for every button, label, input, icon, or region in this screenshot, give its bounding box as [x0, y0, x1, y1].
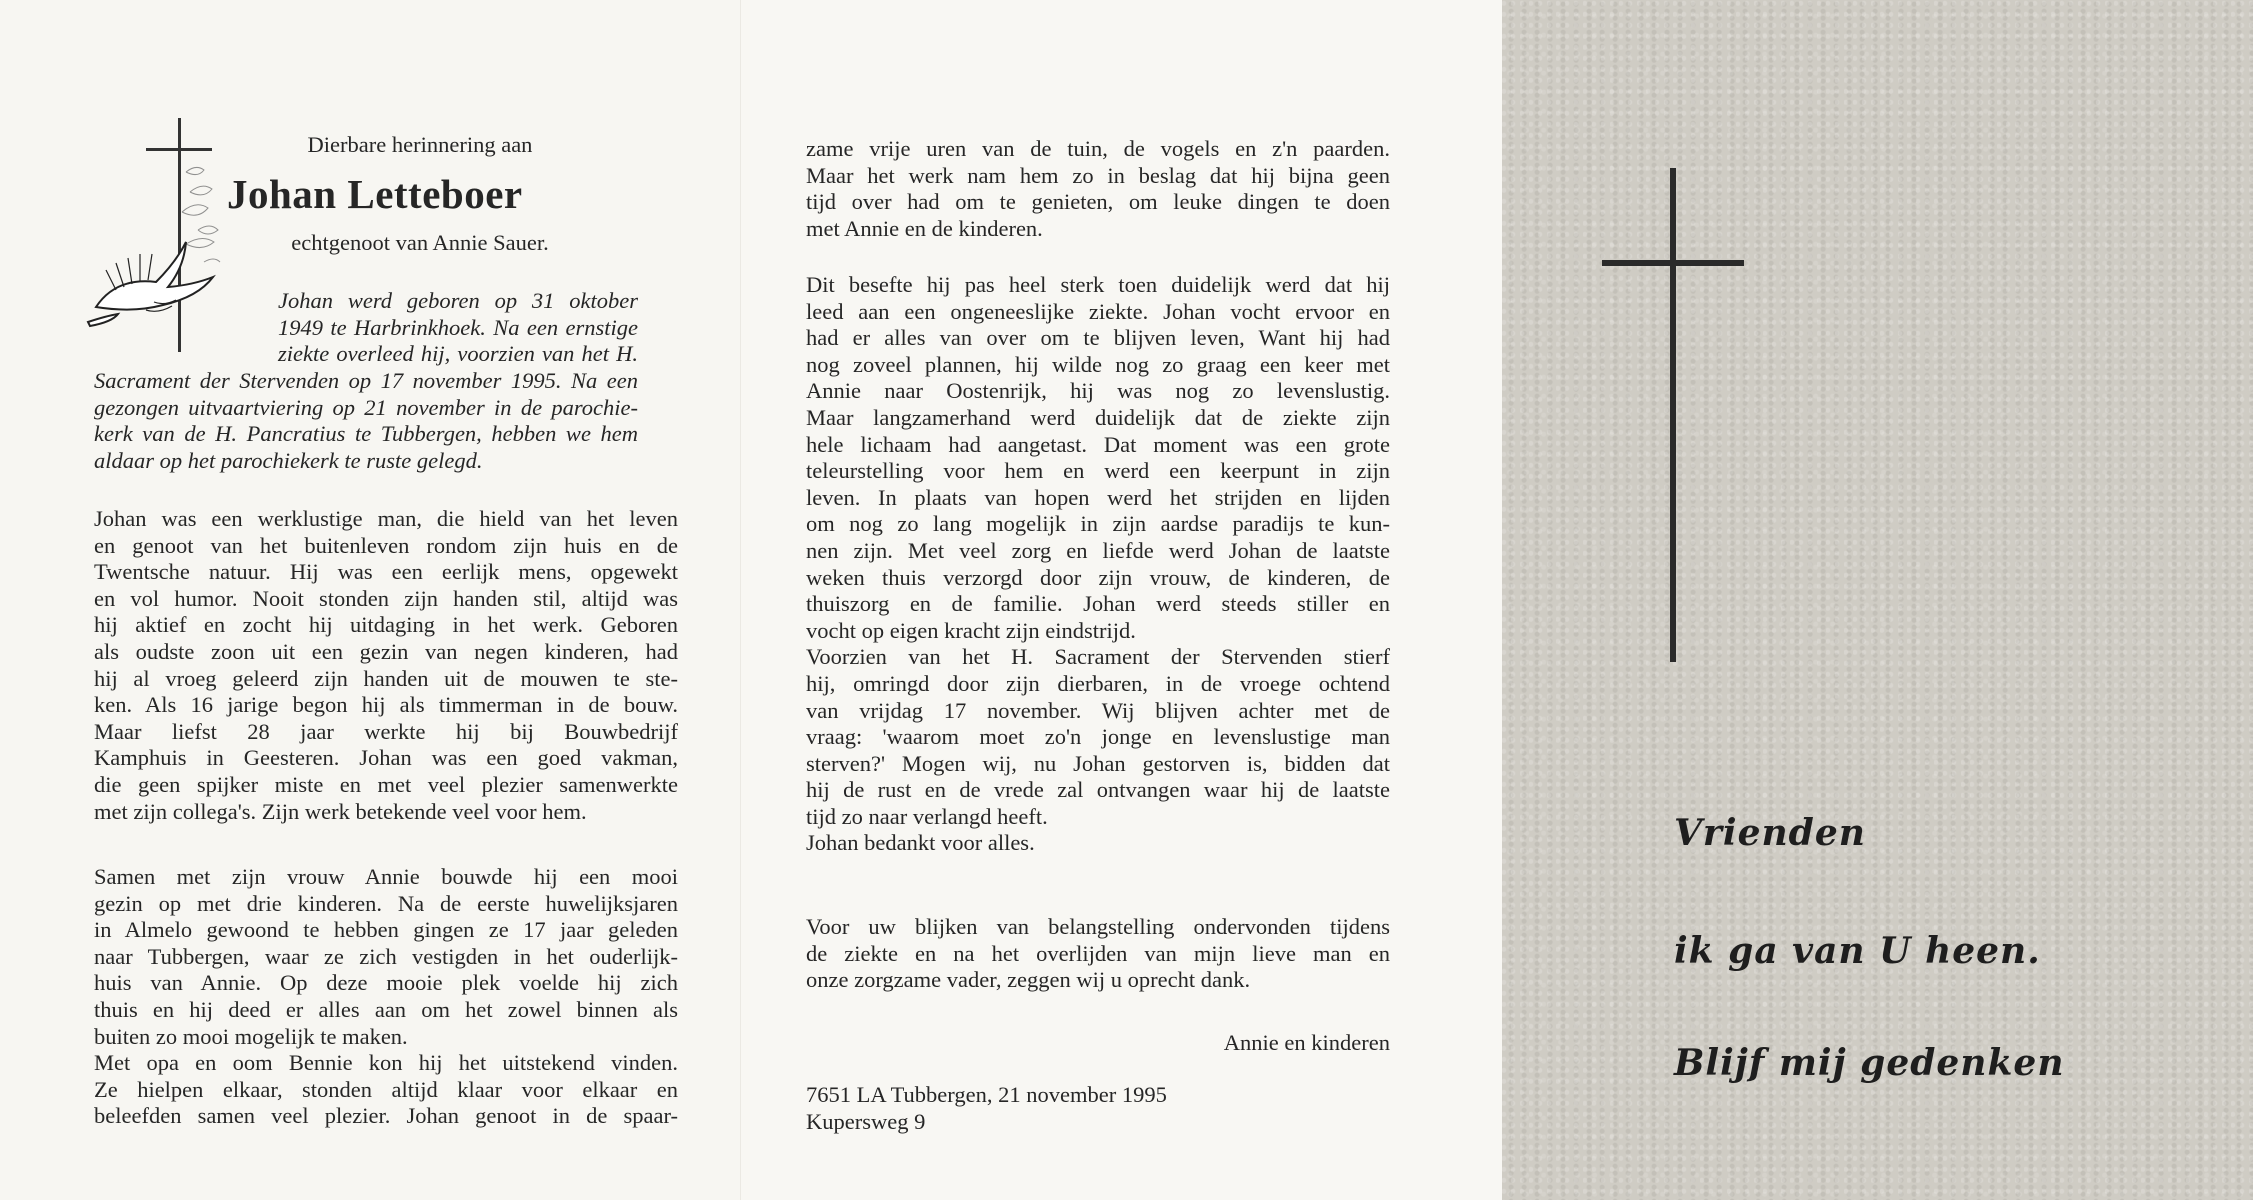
- text-line: tijd zo naar verlangd heeft.: [806, 803, 1048, 829]
- left-page: [0, 0, 740, 1200]
- address-line-1: 7651 LA Tubbergen, 21 november 1995: [806, 1082, 1167, 1107]
- text-line: sterven?' Mogen wij, nu Johan gestorven is, bidden dat: [806, 750, 1390, 776]
- deceased-name: Johan Letteboer: [227, 171, 523, 217]
- biography-italic-top: [278, 288, 638, 368]
- text-line: en genoot van het buitenleven rondom zijn huis en de: [94, 532, 678, 558]
- text-line: in Almelo gewoond te hebben gingen ze 17 jaar geleden: [94, 917, 678, 943]
- verse-line-1: Vrienden: [1674, 812, 1866, 854]
- text-line: hij de rust en de vrede zal ontvangen waar hij de laatste: [806, 777, 1390, 803]
- text-line: thuiszorg en de familie. Johan werd steeds stiller en: [806, 591, 1390, 617]
- text-line: nen zijn. Met veel zorg en liefde werd Johan de laatste: [806, 537, 1390, 563]
- text-line: vraag: 'waarom moet zo'n jonge en levenslustige man: [806, 724, 1390, 750]
- text-line: en vol humor. Nooit stonden zijn handen stil, altijd was: [94, 585, 678, 611]
- text-line: hele lichaam had aangetast. Dat moment was een grote: [806, 431, 1390, 457]
- text-line: Johan bedankt voor alles.: [806, 830, 1035, 856]
- text-line: Dit besefte hij pas heel sterk toen duidelijk werd dat hij: [806, 272, 1390, 297]
- address-line-2: Kupersweg 9: [806, 1109, 926, 1134]
- text-line: gezongen uitvaartviering op 21 november in de parochie-: [94, 394, 638, 420]
- text-line: gezin op met drie kinderen. Na de eerste huwelijksjaren: [94, 890, 678, 916]
- text-line: huis van Annie. Op deze mooie plek voelde hij zich: [94, 970, 678, 996]
- thanks-paragraph: [806, 914, 1390, 994]
- text-line: Met opa en oom Bennie kon hij het uitstekend vinden.: [94, 1050, 678, 1076]
- text-line: buiten zo mooi mogelijk te maken.: [94, 1023, 408, 1049]
- cross-icon: [1598, 166, 1748, 666]
- text-line: Sacrament der Stervenden op 17 november 1995. Na een: [94, 368, 638, 393]
- text-line: Annie naar Oostenrijk, hij was nog zo levenslustig.: [806, 378, 1390, 404]
- text-line: Maar langzamerhand werd duidelijk dat de ziekte zijn: [806, 404, 1390, 430]
- text-line: die geen spijker miste en met veel plezier samenwerkte: [94, 771, 678, 797]
- text-line: nog zoveel plannen, hij wilde nog zo graag een keer met: [806, 351, 1390, 377]
- text-line: met Annie en de kinderen.: [806, 215, 1043, 241]
- text-line: zame vrije uren van de tuin, de vogels en z'n paarden.: [806, 136, 1390, 161]
- text-line: als oudste zoon uit een gezin van negen kinderen, had: [94, 638, 678, 664]
- verse-line-2: ik ga van U heen.: [1674, 930, 2041, 972]
- text-line: Maar het werk nam hem zo in beslag dat hij bijna geen: [806, 162, 1390, 188]
- text-line: had er alles van over om te blijven leven, Want hij had: [806, 325, 1390, 351]
- text-line: Ze hielpen elkaar, stonden altijd klaar voor elkaar en: [94, 1076, 678, 1102]
- spouse-line: echtgenoot van Annie Sauer.: [291, 230, 549, 255]
- text-line: met zijn collega's. Zijn werk betekende veel voor hem.: [94, 798, 587, 824]
- text-line: beleefden samen veel plezier. Johan genoot in de spaar-: [94, 1103, 678, 1129]
- biography-continued-2: [806, 272, 1390, 857]
- cover-page: [1502, 0, 2253, 1200]
- biography-paragraph-1: [94, 506, 678, 825]
- biography-continued-1: [806, 136, 1390, 242]
- text-line: teleurstelling voor hem en werd een keerpunt in zijn: [806, 458, 1390, 484]
- text-line: ken. Als 16 jarige begon hij als timmerman in de bouw.: [94, 692, 678, 718]
- text-line: hij al vroeg geleerd zijn handen uit de mouwen te ste-: [94, 665, 678, 691]
- middle-page: [740, 0, 1502, 1200]
- biography-italic-bottom: [94, 368, 638, 474]
- text-line: weken thuis verzorgd door zijn vrouw, de kinderen, de: [806, 564, 1390, 590]
- text-line: leven. In plaats van hopen werd het strijden en lijden: [806, 484, 1390, 510]
- text-line: Samen met zijn vrouw Annie bouwde hij een mooi: [94, 864, 678, 889]
- text-line: ziekte overleed hij, voorzien van het H.: [278, 341, 638, 367]
- text-line: vocht op eigen kracht zijn eindstrijd.: [806, 617, 1136, 643]
- text-line: 1949 te Harbrinkhoek. Na een ernstige: [278, 314, 638, 340]
- verse-line-3: Blijf mij gedenken: [1674, 1042, 2065, 1084]
- text-line: tijd over had om te genieten, om leuke dingen te doen: [806, 189, 1390, 215]
- text-line: Voorzien van het H. Sacrament der Stervenden stierf: [806, 644, 1390, 670]
- text-line: thuis en hij deed er alles aan om het zowel binnen als: [94, 996, 678, 1022]
- signature: Annie en kinderen: [1223, 1030, 1390, 1055]
- text-line: van vrijdag 17 november. Wij blijven achter met de: [806, 697, 1390, 723]
- text-line: Johan werd geboren op 31 oktober: [278, 288, 638, 313]
- text-line: hij aktief en zocht hij uitdaging in het werk. Geboren: [94, 612, 678, 638]
- text-line: Voor uw blijken van belangstelling ondervonden tijdens: [806, 914, 1390, 939]
- text-line: hij, omringd door zijn dierbaren, in de vroege ochtend: [806, 670, 1390, 696]
- biography-paragraph-2: [94, 864, 678, 1130]
- text-line: kerk van de H. Pancratius te Tubbergen, hebben we hem: [94, 421, 638, 447]
- text-line: aldaar op het parochiekerk te ruste gelegd.: [94, 447, 483, 473]
- text-line: om nog zo lang mogelijk in zijn aardse paradijs te kun-: [806, 511, 1390, 537]
- text-line: onze zorgzame vader, zeggen wij u oprecht dank.: [806, 967, 1251, 993]
- text-line: Maar liefst 28 jaar werkte hij bij Bouwbedrijf: [94, 718, 678, 744]
- text-line: leed aan een ongeneeslijke ziekte. Johan vocht ervoor en: [806, 298, 1390, 324]
- intro-line: Dierbare herinnering aan: [307, 132, 533, 157]
- text-line: Twentsche natuur. Hij was een eerlijk mens, opgewekt: [94, 559, 678, 585]
- text-line: Johan was een werklustige man, die hield van het leven: [94, 506, 678, 531]
- text-line: Kamphuis in Geesteren. Johan was een goed vakman,: [94, 745, 678, 771]
- text-line: de ziekte en na het overlijden van mijn lieve man en: [806, 940, 1390, 966]
- text-line: naar Tubbergen, waar ze zich vestigden in het ouderlijk-: [94, 943, 678, 969]
